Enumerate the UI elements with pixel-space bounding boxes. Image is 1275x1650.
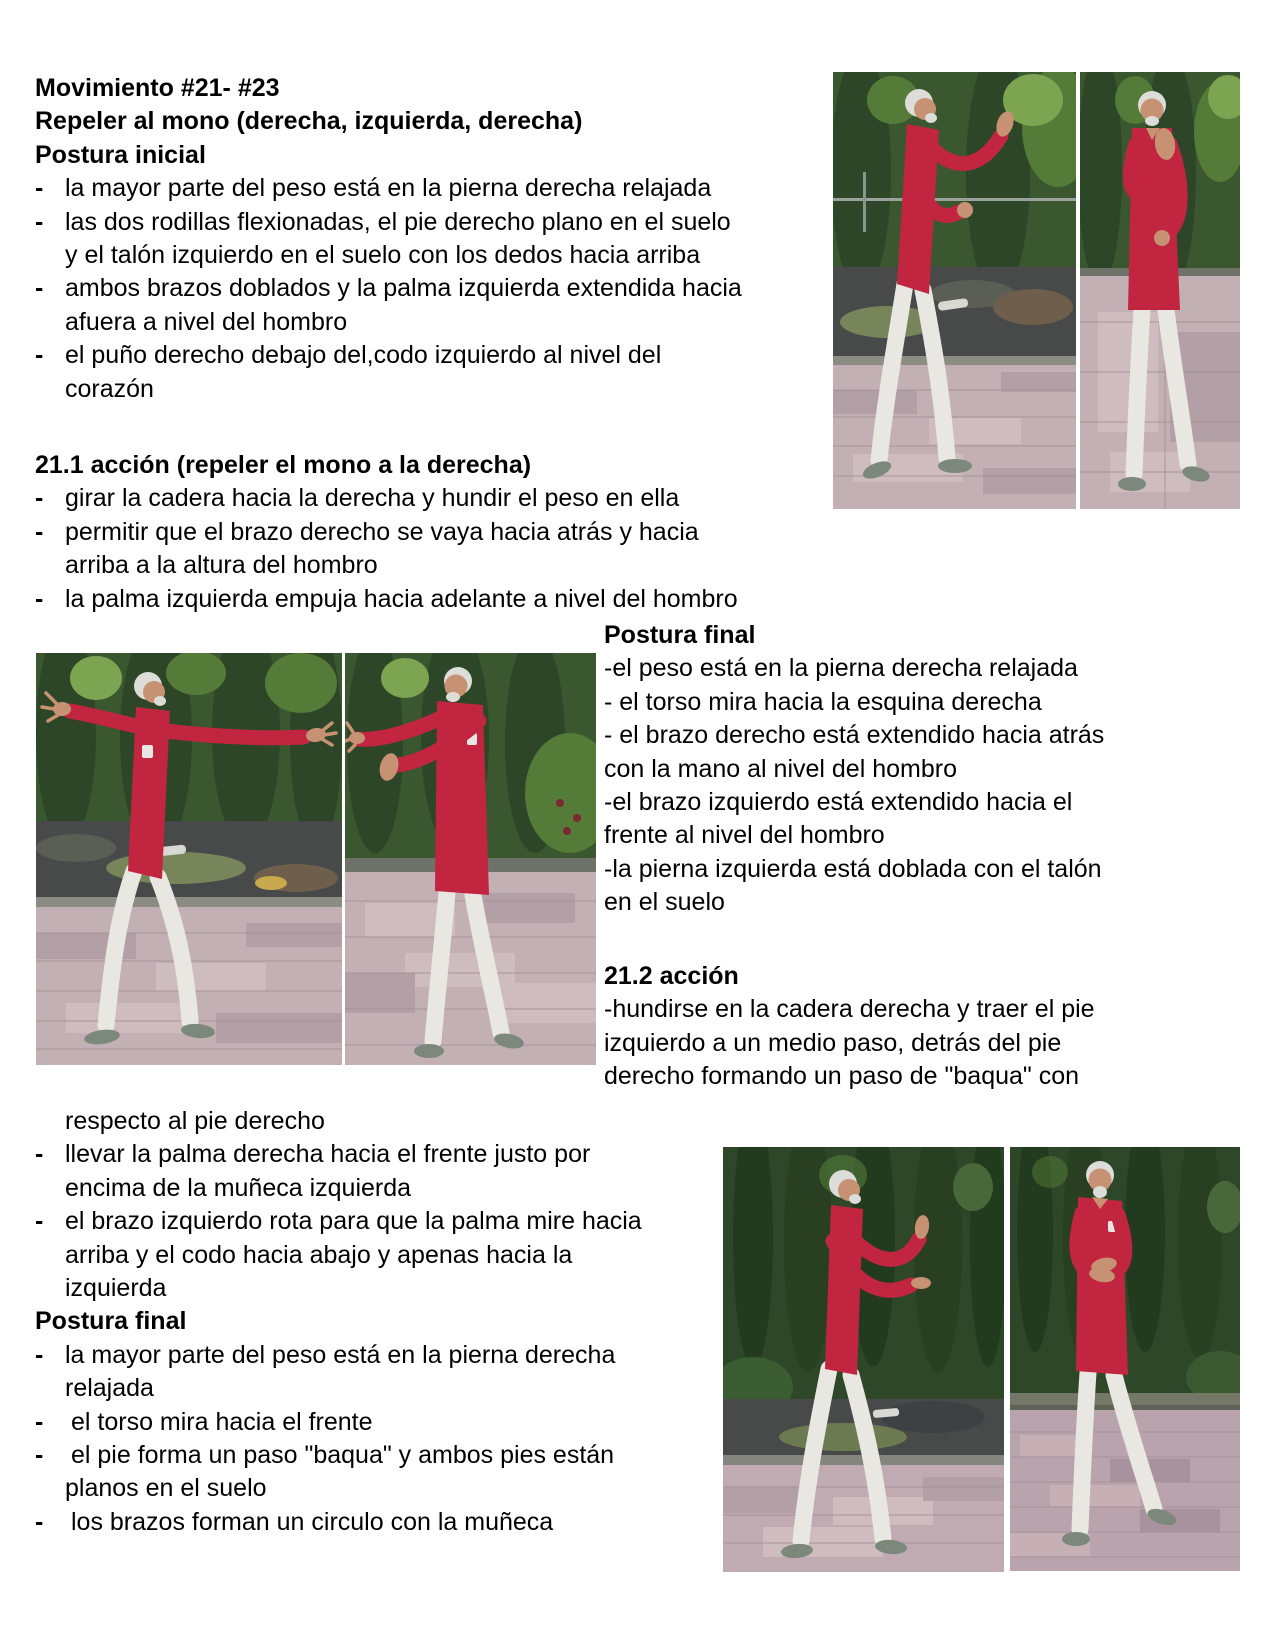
trees	[833, 72, 1076, 297]
line-text: afuera a nivel del hombro	[65, 307, 348, 336]
heading-postura-final-1	[604, 619, 1104, 652]
bullet-continuation	[35, 1239, 642, 1272]
bullet-marker: -	[35, 1441, 44, 1470]
text-line	[604, 753, 1104, 786]
bullet-continuation	[35, 549, 738, 582]
line-text: relajada	[65, 1374, 154, 1403]
heading-postura-inicial	[35, 139, 742, 172]
line-text: y el talón izquierdo en el suelo con los dedos hacia arriba	[65, 241, 701, 270]
bullet-continuation	[35, 1472, 642, 1505]
bullet-line	[35, 339, 742, 372]
bullet-continuation	[35, 1272, 642, 1305]
bullet-line	[35, 1339, 642, 1372]
photo-top-left	[833, 72, 1076, 509]
line-text: llevar la palma derecha hacia el frente justo por	[65, 1140, 591, 1169]
front-arm	[166, 731, 304, 738]
line-text: encima de la muñeca izquierda	[65, 1173, 412, 1202]
line-text: con la mano al nivel del hombro	[604, 754, 957, 783]
garden-bed	[36, 821, 342, 897]
text-line	[604, 1060, 1095, 1093]
line-text: el puño derecho debajo del,codo izquierdo al nivel del	[65, 341, 662, 370]
bullet-continuation	[35, 239, 742, 272]
line-text: el brazo izquierdo rota para que la palma mire hacia	[65, 1207, 642, 1236]
line-text: los brazos forman un circulo con la muñeca	[71, 1507, 554, 1536]
line-text: derecho formando un paso de "baqua" con	[604, 1062, 1080, 1091]
bullet-line	[35, 172, 742, 205]
line-text: respecto al pie derecho	[65, 1107, 325, 1135]
bullet-marker: -	[35, 584, 44, 613]
text-line	[604, 819, 1104, 852]
photo-bottom-left	[723, 1147, 1004, 1572]
bullet-marker: -	[35, 341, 44, 370]
chest-logo	[142, 745, 153, 758]
bullet-line	[35, 1138, 642, 1171]
line-text: - el brazo derecho está extendido hacia atrás	[604, 721, 1105, 750]
left-fist	[957, 202, 973, 218]
front-shoe	[938, 459, 972, 473]
text-line	[604, 993, 1095, 1026]
text-line	[604, 719, 1104, 752]
line-text: ambos brazos doblados y la palma izquierda extendida hacia	[65, 274, 742, 303]
bullet-line	[35, 482, 738, 515]
bullet-marker: -	[35, 517, 44, 546]
left-leg	[1134, 310, 1142, 474]
line-text: en el suelo	[604, 888, 725, 917]
bullet-marker: -	[35, 484, 44, 513]
wall-edge	[36, 897, 342, 907]
pavement	[723, 1465, 1004, 1572]
left-leg	[1080, 1373, 1088, 1529]
bullet-continuation	[35, 1172, 642, 1205]
line-text: el pie forma un paso "baqua" y ambos pies están	[71, 1441, 615, 1470]
line-text: 21.1 acción (repeler el mono a la derecha)	[35, 451, 532, 479]
line-text: frente al nivel del hombro	[604, 821, 885, 850]
bullet-continuation	[35, 373, 742, 406]
bullet-line	[35, 1406, 642, 1439]
heading-movimiento	[35, 72, 742, 105]
section-accion-21-1	[35, 449, 738, 616]
line-text: -hundirse en la cadera derecha y traer el pie	[604, 995, 1095, 1024]
bullet-line	[35, 206, 742, 239]
text-line	[604, 853, 1104, 886]
bullet-line	[35, 583, 738, 616]
bullet-continuation	[35, 306, 742, 339]
text-line	[604, 686, 1104, 719]
bullet-line	[35, 1439, 642, 1472]
section-accion-21-2	[604, 960, 1095, 1094]
line-text: el torso mira hacia el frente	[71, 1407, 373, 1436]
bullet-marker: -	[35, 1140, 44, 1169]
line-text: -la pierna izquierda está doblada con el talón	[604, 854, 1102, 883]
bullet-marker: -	[35, 1207, 44, 1236]
line-text: girar la cadera hacia la derecha y hundir el peso en ella	[65, 484, 680, 513]
bullet-marker: -	[35, 174, 44, 203]
left-palm-up	[911, 1277, 931, 1289]
bullet-line	[35, 1205, 642, 1238]
photo-mid-right	[345, 653, 596, 1065]
line-text: Postura inicial	[35, 140, 206, 169]
line-text: 21.2 acción	[604, 962, 739, 990]
line-text: Movimiento #21- #23	[35, 74, 280, 102]
line-text: corazón	[65, 374, 154, 403]
line-text: izquierdo a un medio paso, detrás del pie	[604, 1028, 1062, 1057]
photo-top-right	[1080, 72, 1240, 509]
bullet-line	[35, 516, 738, 549]
line-text: -el brazo izquierdo está extendido hacia el	[604, 788, 1073, 817]
garden-bed	[833, 267, 1076, 364]
left-fist	[1154, 230, 1170, 246]
bullet-line	[35, 1506, 642, 1539]
left-shoe	[414, 1044, 444, 1058]
line-text: permitir que el brazo derecho se vaya hacia atrás y hacia	[65, 517, 699, 546]
bullet-marker: -	[35, 274, 44, 303]
line-text: -el peso está en la pierna derecha relajada	[604, 654, 1078, 683]
text-line	[604, 652, 1104, 685]
bullet-line	[35, 272, 742, 305]
line-text: planos en el suelo	[65, 1474, 267, 1503]
section-postura-final-1	[604, 619, 1104, 920]
pavement	[833, 365, 1076, 509]
section-intro	[35, 72, 742, 406]
line-text: Postura final	[604, 621, 756, 649]
line-text: Postura final	[35, 1307, 187, 1336]
heading-accion-21-1	[35, 449, 738, 482]
text-continuation	[35, 1105, 642, 1138]
section-accion-21-2-cont	[35, 1105, 642, 1539]
bullet-marker: -	[35, 1507, 44, 1536]
heading-accion-21-2	[604, 960, 1095, 993]
left-shoe	[1118, 477, 1146, 491]
text-line	[604, 786, 1104, 819]
line-text: la mayor parte del peso está en la pierna derecha relajada	[65, 174, 712, 203]
line-text: arriba a la altura del hombro	[65, 551, 378, 580]
heading-postura-final-2	[35, 1305, 642, 1338]
line-text: Repeler al mono (derecha, izquierda, derecha)	[35, 107, 583, 136]
heading-repeler	[35, 105, 742, 138]
photo-bottom-right	[1010, 1147, 1240, 1571]
bullet-continuation	[35, 1372, 642, 1405]
line-text: la palma izquierda empuja hacia adelante a nivel del hombro	[65, 584, 738, 613]
line-text: izquierda	[65, 1274, 167, 1303]
line-text: las dos rodillas flexionadas, el pie derecho plano en el suelo	[65, 207, 731, 236]
text-line	[604, 886, 1104, 919]
bullet-marker: -	[35, 207, 44, 236]
bullet-marker: -	[35, 1407, 44, 1436]
wall-edge	[833, 356, 1076, 365]
line-text: la mayor parte del peso está en la pierna derecha	[65, 1340, 616, 1369]
left-shoe	[1062, 1532, 1090, 1546]
line-text: arriba y el codo hacia abajo y apenas hacia la	[65, 1240, 573, 1269]
photo-mid-left	[36, 653, 342, 1065]
bullet-marker: -	[35, 1340, 44, 1369]
line-text: - el torso mira hacia la esquina derecha	[604, 687, 1042, 716]
text-line	[604, 1027, 1095, 1060]
